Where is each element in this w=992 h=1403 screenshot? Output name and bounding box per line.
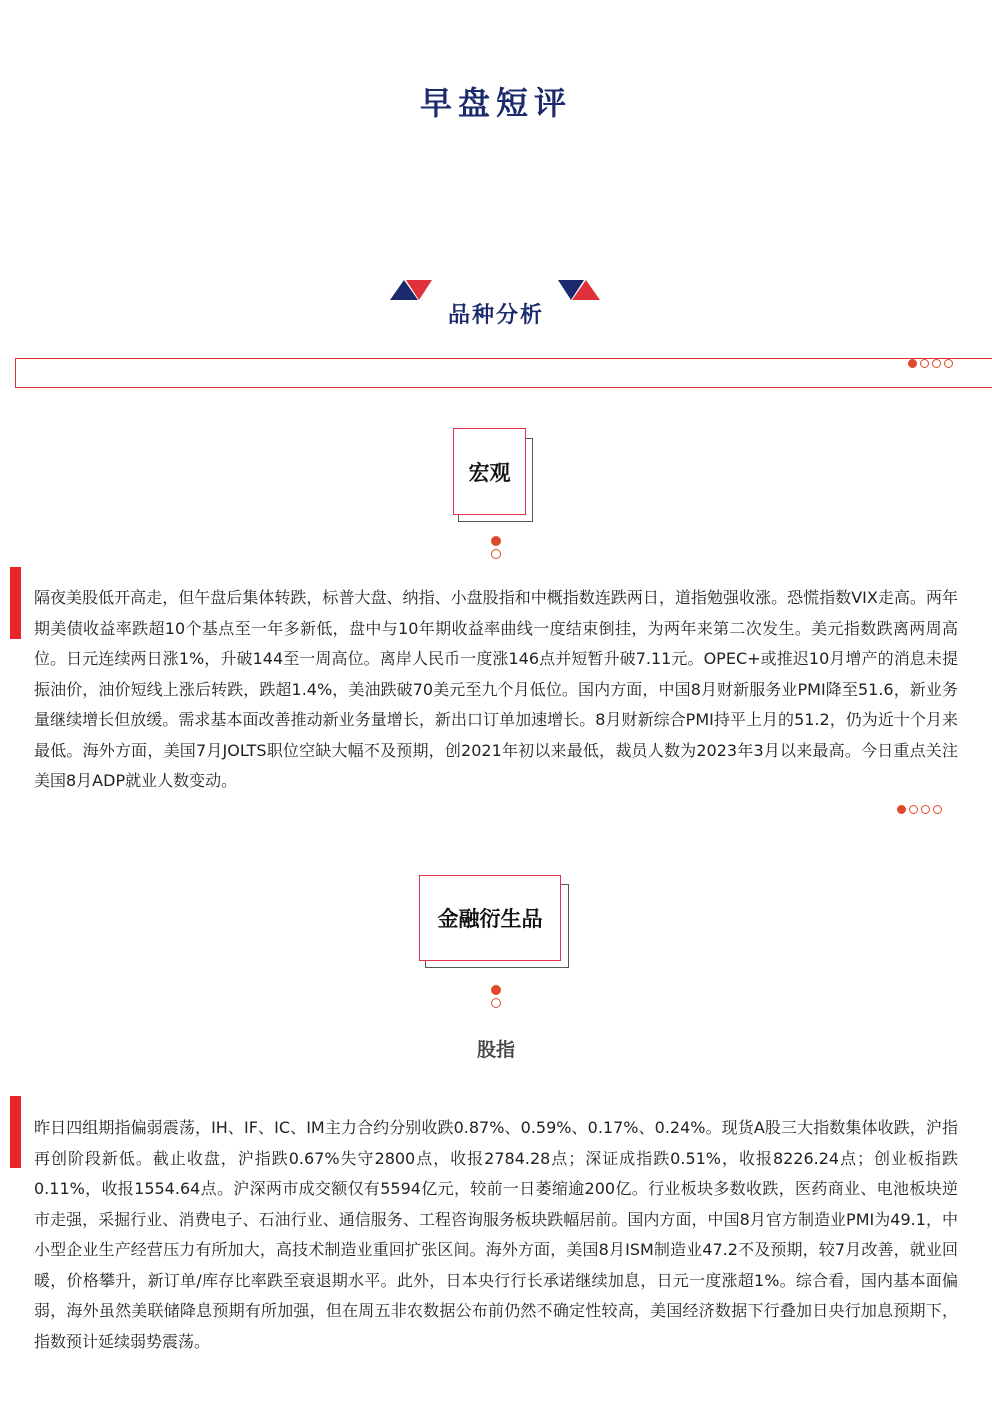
macro-label: 宏观	[453, 428, 526, 515]
macro-paragraph: 隔夜美股低开高走，但午盘后集体转跌，标普大盘、纳指、小盘股指和中概指数连跌两日，道指勉强收涨。恐慌指数VIX走高。两年期美债收益率跌超10个基点至一年多新低，盘中与10年期收益率曲线一度结束倒挂，为两年来第二次发生。美元指数跌离两周高位。日元连续两日涨1%，升破144至一周高位。离岸人民币一度涨146点并短暂升破7.11元。OPEC+或推迟10月增产的消息未提振油价，油价短线上涨后转跌，跌超1.4%，美油跌破70美元至九个月低位。国内方面，中国8月财新服务业PMI降至51.6，新业务量继续增长但放缓。需求基本面改善推动新业务量增长，新出口订单加速增长。8月财新综合PMI持平上月的51.2，仍为近十个月来最低。海外方面，美国7月JOLTS职位空缺大幅不及预期，创2021年初以来最低，裁员人数为2023年3月以来最高。今日重点关注美国8月ADP就业人数变动。	[34, 588, 958, 790]
page-title: 早盘短评	[419, 84, 572, 122]
section-divider-bar	[15, 358, 992, 388]
section-title: 品种分析	[447, 303, 544, 328]
stock-index-heading: 股指	[476, 1039, 515, 1061]
divider-dots-icon	[908, 359, 953, 368]
derivatives-label: 金融衍生品	[419, 875, 561, 961]
macro-vertical-dots-icon	[491, 536, 501, 562]
derivatives-vertical-dots-icon	[491, 985, 501, 1011]
derivatives-paragraph: 昨日四组期指偏弱震荡，IH、IF、IC、IM主力合约分别收跌0.87%、0.59%、0.17%、0.24%。现货A股三大指数集体收跌，沪指再创阶段新低。截止收盘，沪指跌0.67%失守2800点，收报2784.28点；深证成指跌0.51%，收报8226.24点；创业板指跌0.11%，收报1554.64点。沪深两市成交额仅有5594亿元，较前一日萎缩逾200亿。行业板块多数收跌，医药商业、电池板块逆市走强，采掘行业、消费电子、石油行业、通信服务、工程咨询服务板块跌幅居前。国内方面，中国8月官方制造业PMI为49.1，中小型企业生产经营压力有所加大，高技术制造业重回扩张区间。海外方面，美国8月ISM制造业47.2不及预期，较7月改善，就业回暖，价格攀升，新订单/库存比率跌至衰退期水平。此外，日本央行行长承诺继续加息，日元一度涨超1%。综合看，国内基本面偏弱，海外虽然美联储降息预期有所加强，但在周五非农数据公布前仍然不确定性较高，美国经济数据下行叠加日央行加息预期下，指数预计延续弱势震荡。	[34, 1118, 958, 1351]
macro-end-dots-icon	[897, 805, 942, 814]
macro-accent-bar	[10, 567, 21, 639]
derivatives-accent-bar	[10, 1096, 21, 1168]
